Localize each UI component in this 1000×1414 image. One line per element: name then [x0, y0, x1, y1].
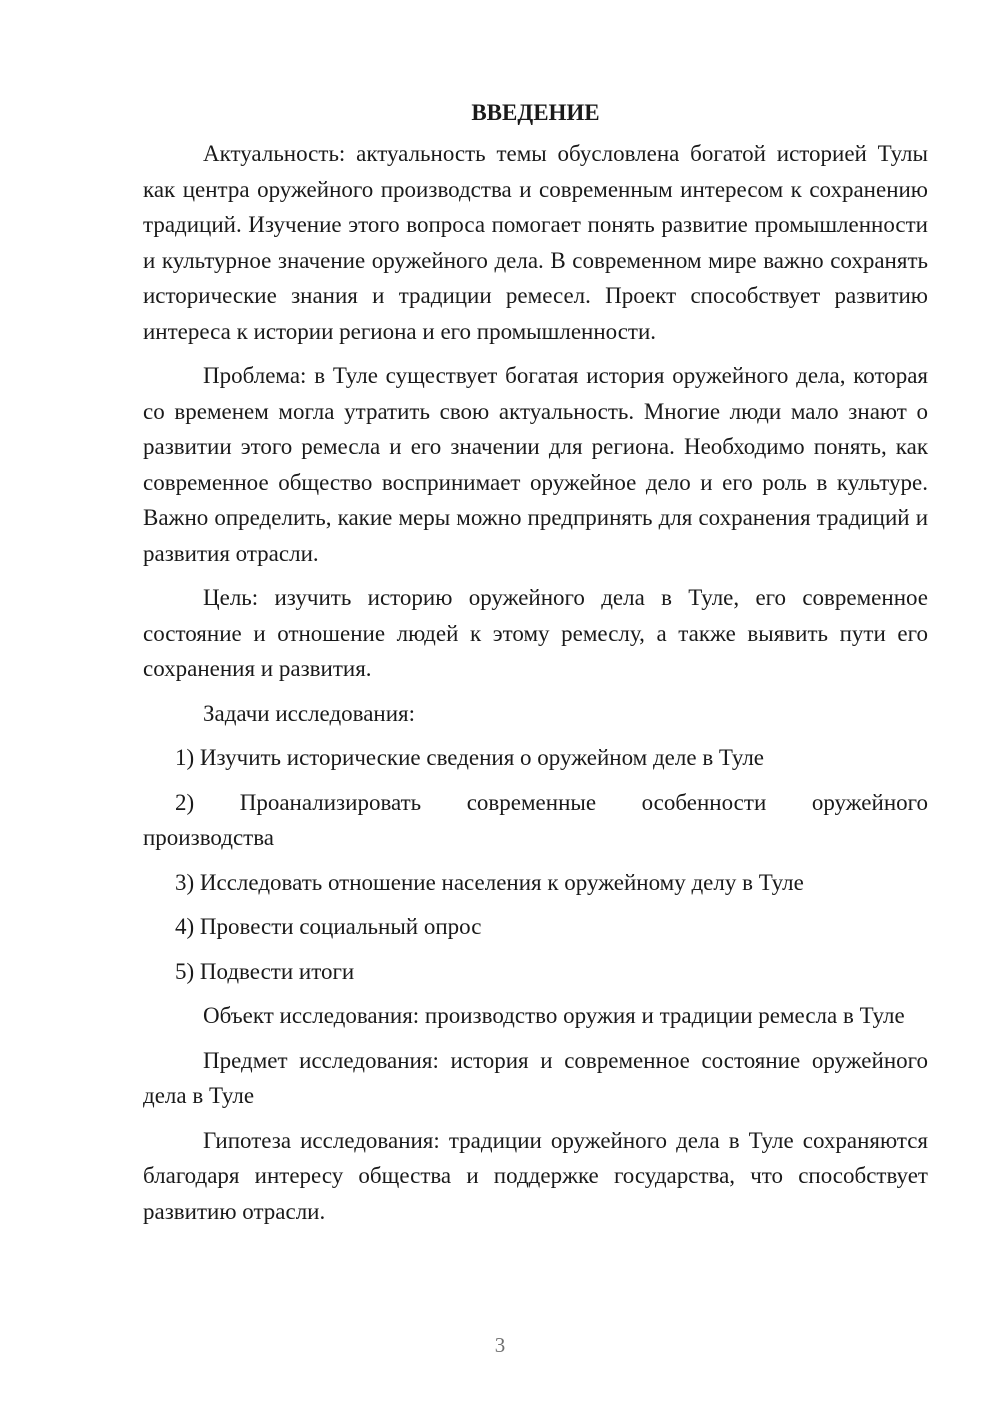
hypothesis-paragraph: Гипотеза исследования: традиции оружейного дела в Туле сохраняются благодаря интересу общества и поддержке государства, что способствует развитию отрасли. [143, 1127, 928, 1224]
goal-paragraph: Цель: изучить историю оружейного дела в Туле, его современное состояние и отношение людей к этому ремеслу, а также выявить пути его сохранения и развития. [143, 585, 928, 681]
task-item: 1) Изучить исторические сведения о оружейном деле в Туле [175, 745, 765, 770]
task-item-line: производства [143, 825, 274, 850]
document-page [143, 95, 928, 1238]
subject-paragraph: Предмет исследования: история и современное состояние оружейного дела в Туле [143, 1047, 928, 1108]
document-title: ВВЕДЕНИЕ [471, 100, 600, 125]
task-item: 4) Провести социальный опрос [175, 914, 482, 939]
task-item: 5) Подвести итоги [175, 958, 355, 984]
relevance-paragraph: Актуальность: актуальность темы обусловлена богатой историей Тулы как центра оружейного производства и современным интересом к сохранению традиций. Изучение этого вопроса помогает понять развитие промышленности и культурное значение оружейного дела. В современном мире важно сохранять исторические знания и традиции ремесел. Проект способствует развитию интереса к истории региона и его промышленности. [143, 141, 928, 344]
page-number: 3 [494, 1333, 506, 1357]
task-item: 3) Исследовать отношение населения к оружейному делу в Туле [175, 869, 804, 895]
task-item [143, 785, 928, 856]
problem-paragraph: Проблема: в Туле существует богатая история оружейного дела, которая со временем могла утратить свою актуальность. Многие люди мало знают о развитии этого ремесла и его значении для региона. Необходимо понять, как современное общество воспринимает оружейное дело и его роль в культуре. Важно определить, какие меры можно предпринять для сохранения традиций и развития отрасли. [143, 363, 928, 566]
object-paragraph: Объект исследования: производство оружия и традиции ремесла в Туле [203, 1003, 905, 1028]
task-item-line: 2) Проанализировать современные особенности оружейного [175, 789, 928, 815]
tasks-heading: Задачи исследования: [203, 700, 416, 726]
